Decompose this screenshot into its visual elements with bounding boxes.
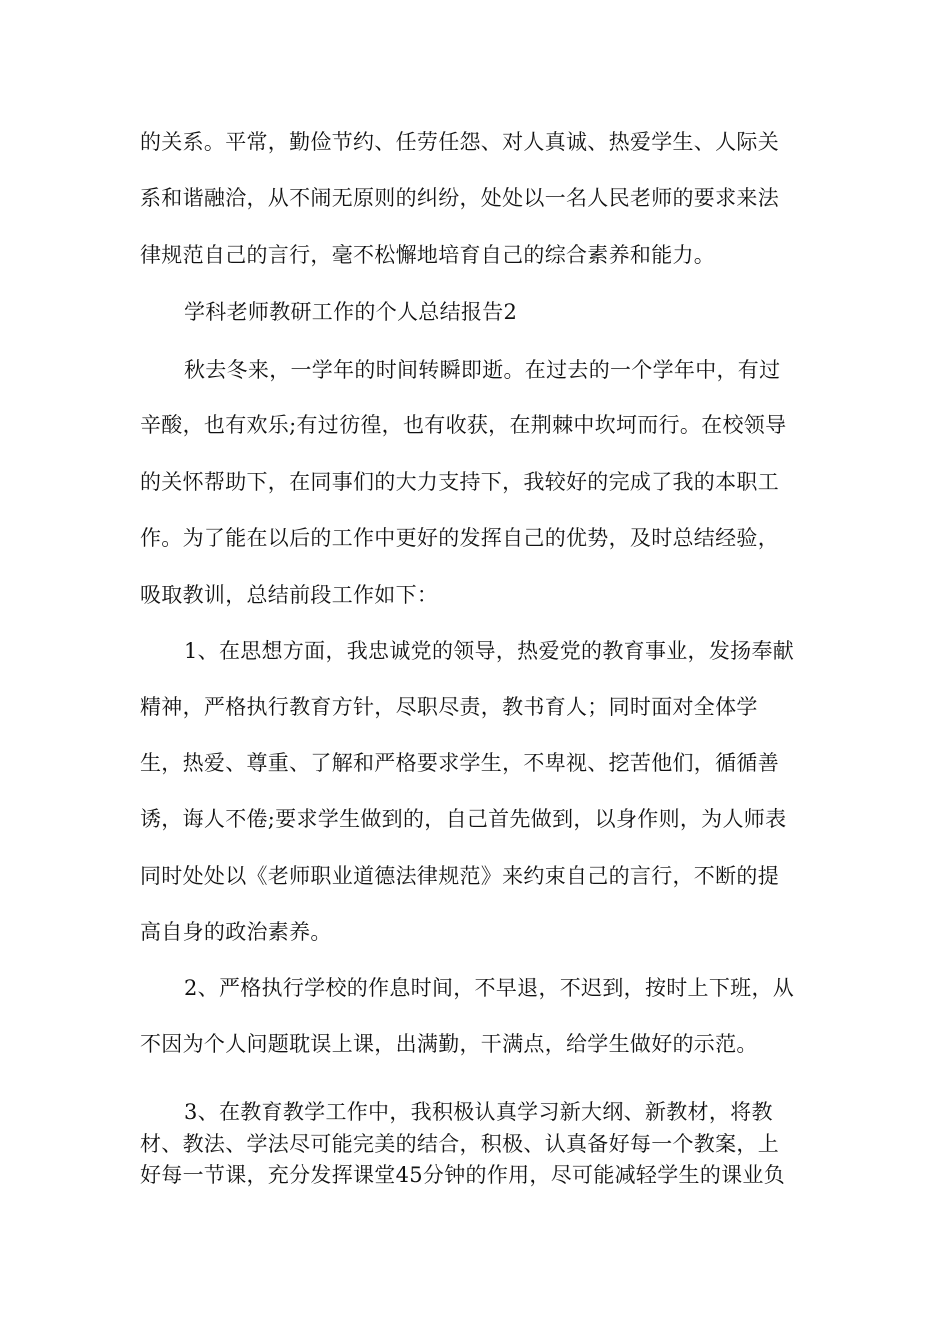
section-heading: 学科老师教研工作的个人总结报告2 — [184, 300, 518, 324]
text-line: 诱，诲人不倦;要求学生做到的，自己首先做到，以身作则，为人师表 — [140, 807, 787, 831]
text-line: 秋去冬来，一学年的时间转瞬即逝。在过去的一个学年中，有过 — [184, 358, 781, 382]
text-line: 1、在思想方面，我忠诚党的领导，热爱党的教育事业，发扬奉献 — [184, 639, 795, 663]
text-line: 的关怀帮助下，在同事们的大力支持下，我较好的完成了我的本职工 — [140, 470, 779, 494]
text-line: 3、在教育教学工作中，我积极认真学习新大纲、新教材，将教 — [184, 1100, 773, 1124]
text-line: 的关系。平常，勤俭节约、任劳任怨、对人真诚、热爱学生、人际关 — [140, 130, 779, 154]
text-line: 材、教法、学法尽可能完美的结合，积极、认真备好每一个教案，上 — [140, 1132, 779, 1156]
text-line: 作。为了能在以后的工作中更好的发挥自己的优势，及时总结经验， — [140, 526, 779, 550]
text-line: 系和谐融洽，从不闹无原则的纠纷，处处以一名人民老师的要求来法 — [140, 186, 779, 210]
text-line: 不因为个人问题耽误上课，出满勤，干满点，给学生做好的示范。 — [140, 1032, 758, 1056]
text-line: 辛酸，也有欢乐;有过彷徨，也有收获，在荆棘中坎坷而行。在校领导 — [140, 413, 787, 437]
text-line: 精神，严格执行教育方针，尽职尽责，教书育人；同时面对全体学 — [140, 695, 758, 719]
text-line: 高自身的政治素养。 — [140, 920, 332, 944]
text-line: 律规范自己的言行，毫不松懈地培育自己的综合素养和能力。 — [140, 243, 716, 267]
text-line: 吸取教训，总结前段工作如下： — [140, 583, 439, 607]
text-line: 同时处处以《老师职业道德法律规范》来约束自己的言行，不断的提 — [140, 864, 779, 888]
text-line: 2、严格执行学校的作息时间，不早退，不迟到，按时上下班，从 — [184, 976, 795, 1000]
text-line: 好每一节课，充分发挥课堂45分钟的作用，尽可能减轻学生的课业负 — [140, 1163, 786, 1187]
text-line: 生，热爱、尊重、了解和严格要求学生，不卑视、挖苦他们，循循善 — [140, 751, 779, 775]
